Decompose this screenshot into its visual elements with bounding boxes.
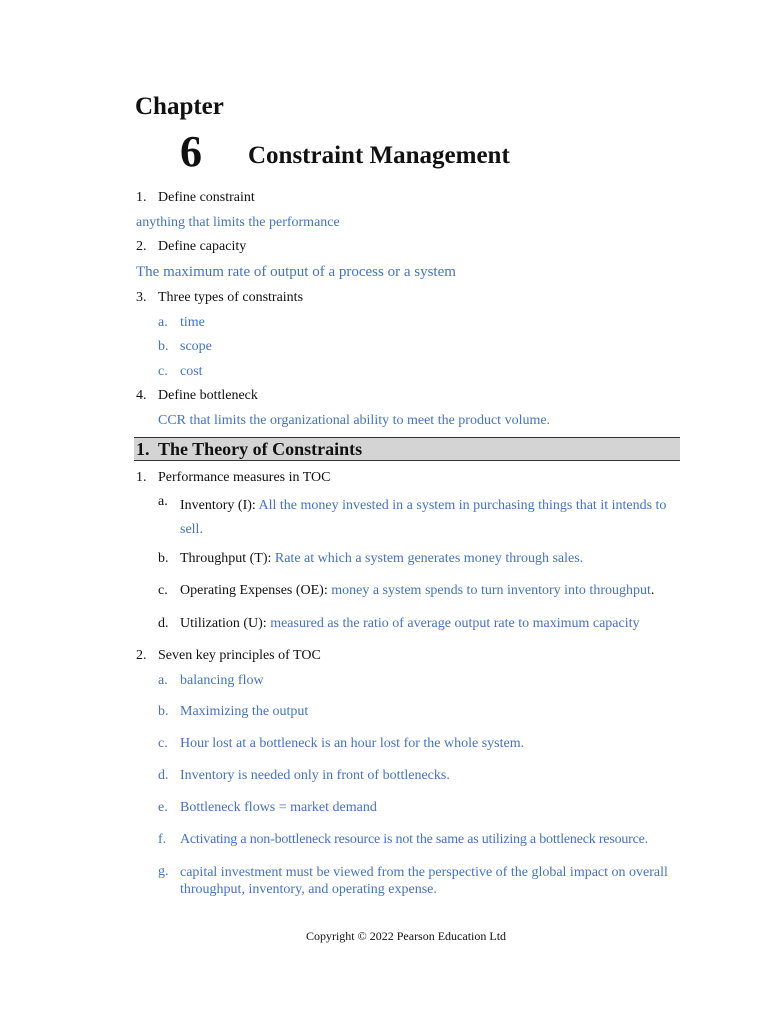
- question-number: 1.: [136, 470, 147, 485]
- sub-item-text: Activating a non-bottleneck resource is not the same as utilizing a bottleneck resource.: [180, 832, 648, 847]
- sub-item-text: time: [180, 315, 205, 330]
- section-title: The Theory of Constraints: [158, 439, 363, 459]
- sub-item-letter: f.: [158, 832, 167, 847]
- answer-text: The maximum rate of output of a process or a system: [136, 264, 456, 280]
- sub-item-text: [180, 583, 654, 599]
- question-number: 2.: [136, 648, 147, 663]
- sub-item-letter: a.: [158, 315, 168, 330]
- sub-item-letter: c.: [158, 736, 168, 751]
- term-definition: All the money invested in a system in purchasing things that it intends to sell.: [180, 498, 667, 537]
- term-definition: Rate at which a system generates money through sales.: [274, 551, 584, 566]
- term-label: Operating Expenses (OE):: [180, 583, 332, 598]
- footer-copyright: Copyright © 2022 Pearson Education Ltd: [305, 929, 507, 943]
- sub-item-text: Maximizing the output: [180, 704, 309, 719]
- sub-item-letter: c.: [158, 583, 168, 598]
- sub-item-letter: e.: [158, 800, 168, 815]
- sub-item-text: balancing flow: [180, 673, 264, 688]
- question-number: 4.: [136, 388, 147, 403]
- question-text: Define constraint: [158, 190, 255, 205]
- sub-item-letter: b.: [158, 704, 169, 719]
- question-text: Define bottleneck: [158, 388, 258, 403]
- question-number: 1.: [136, 190, 147, 205]
- sub-item-text: cost: [180, 364, 203, 379]
- sub-item-letter: b.: [158, 339, 169, 354]
- answer-text: CCR that limits the organizational ability to meet the product volume.: [158, 413, 551, 428]
- sub-item-letter: d.: [158, 616, 169, 631]
- sub-item-letter: a.: [158, 494, 168, 509]
- sub-item-letter: b.: [158, 551, 169, 566]
- sub-item-text: [180, 616, 640, 632]
- sub-item-letter: a.: [158, 673, 168, 688]
- section-number: 1.: [136, 439, 150, 459]
- chapter-number: 6: [180, 127, 202, 176]
- term-definition: measured as the ratio of average output rate to maximum capacity: [270, 616, 640, 631]
- term-label: Utilization (U):: [180, 616, 271, 631]
- chapter-title: Constraint Management: [248, 142, 510, 169]
- answer-text: anything that limits the performance: [136, 215, 340, 230]
- section-heading: [134, 437, 680, 461]
- question-text: Define capacity: [158, 239, 247, 254]
- sub-item-text: Bottleneck flows = market demand: [180, 800, 377, 815]
- chapter-label: Chapter: [135, 93, 224, 120]
- sub-item-text: capital investment must be viewed from the perspective of the global impact on overall throughput, inventory, and operating expense.: [180, 865, 668, 897]
- sub-item-letter: g.: [158, 864, 169, 879]
- sub-item-text: Hour lost at a bottleneck is an hour lost for the whole system.: [180, 736, 525, 751]
- sub-item-text: scope: [180, 339, 212, 354]
- sub-item-letter: c.: [158, 364, 168, 379]
- term-suffix: .: [650, 583, 655, 598]
- sub-item-text: [180, 551, 583, 567]
- question-text: Performance measures in TOC: [158, 470, 331, 485]
- question-text: Three types of constraints: [158, 290, 304, 305]
- sub-item-text: Inventory is needed only in front of bottlenecks.: [180, 768, 450, 783]
- sub-item-letter: d.: [158, 768, 169, 783]
- term-label: Throughput (T):: [180, 551, 275, 566]
- question-number: 2.: [136, 239, 147, 254]
- sub-item-text: [180, 494, 670, 542]
- question-number: 3.: [136, 290, 147, 305]
- term-label: Inventory (I):: [180, 498, 259, 513]
- question-text: Seven key principles of TOC: [158, 648, 321, 663]
- term-definition: money a system spends to turn inventory into throughput: [331, 583, 651, 598]
